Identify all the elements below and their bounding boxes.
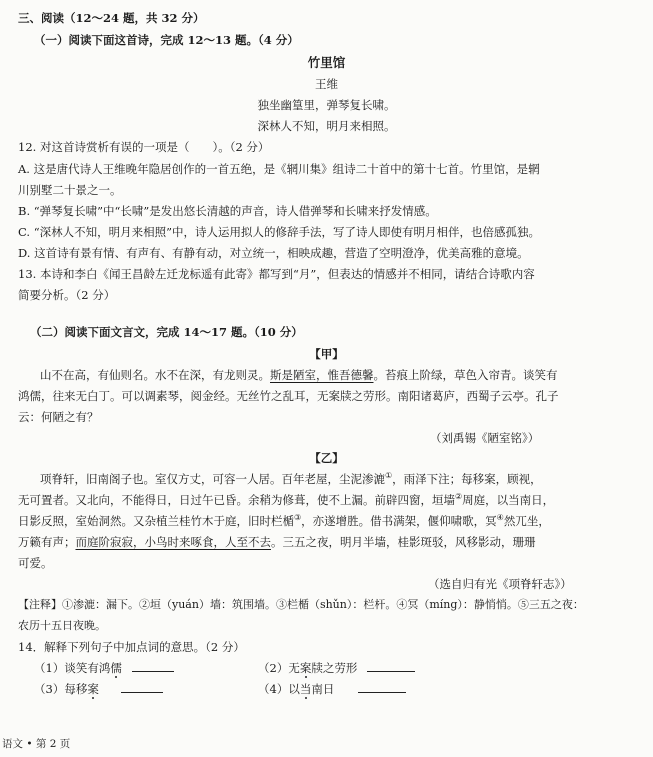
item-text: （3）每移 (34, 682, 88, 696)
option-d: D. 这首诗有景有情、有声有、有静有动，对立统一，相映成趣，营造了空明澄净，优美高雅的意境。 (18, 246, 529, 260)
passage-yi-line (18, 513, 550, 529)
passage-text: 周庭，以当南日， (462, 493, 555, 507)
note-marker: ③ (294, 513, 302, 523)
option-a: A. 这是唐代诗人王维晚年隐居创作的一首五绝，是《辋川集》组诗二十首中的第十七首。竹里馆，是辋 (18, 162, 540, 176)
passage-jia-line (40, 367, 558, 383)
passage-yi-label: 【乙】 (309, 451, 344, 465)
item-text: （1）谈笑有鸿 (34, 661, 111, 675)
note-marker: ① (385, 471, 393, 481)
passage-text: 山不在高，有仙则名。水不在深，有龙则灵。 (40, 368, 270, 382)
passage-text: 无可置者。又北向，不能得日，日过午已昏。余稍为修葺，使不上漏。前辟四窗，垣墙 (18, 493, 455, 507)
q14-item-4 (258, 681, 406, 697)
item-text: 牍之劳形 (311, 661, 358, 675)
annotation-notes: 【注释】①渗漉：漏下。②垣（yuán）墙：筑围墙。③栏楯（shǔn）：栏杆。④冥（míng）：静悄悄。⑤三五之夜： (18, 598, 584, 611)
passage-text: 然兀坐， (503, 514, 550, 528)
note-marker: ④ (496, 513, 504, 523)
passage-text: 日影反照，室始洞然。又杂植兰桂竹木于庭，旧时栏楯 (18, 514, 294, 528)
passage-yi-line: 可爱。 (18, 556, 53, 570)
passage-text: ，亦遂增胜。借书满架，偃仰啸歌，冥 (301, 514, 497, 528)
poem-author: 王维 (315, 77, 338, 91)
item-text: 南日 (311, 682, 335, 696)
question-13-cont: 简要分析。（2 分） (18, 288, 116, 302)
question-12: 12. 对这首诗赏析有误的一项是（ ）。（2 分） (18, 140, 270, 154)
passage-yi-line (40, 471, 542, 487)
passage-text: 。三五之夜，明月半墙，桂影斑驳，风移影动，珊珊 (271, 535, 536, 549)
item-text: （2）无 (258, 661, 300, 675)
passage-yi-line (18, 492, 554, 508)
dotted-word: 案 (299, 661, 312, 675)
answer-blank[interactable] (132, 660, 174, 672)
dotted-word: 案 (87, 682, 99, 696)
passage-jia-line: 云：何陋之有？ (18, 410, 99, 424)
answer-blank[interactable] (367, 660, 415, 672)
poem-line: 独坐幽篁里，弹琴复长啸。 (257, 98, 396, 112)
note-marker: ② (455, 492, 463, 502)
passage-text: ，雨泽下注；每移案，顾视， (392, 472, 542, 486)
poem-line: 深林人不知，明月来相照。 (257, 119, 396, 133)
annotation-notes-cont: 农历十五日夜晚。 (18, 619, 106, 632)
question-13: 13. 本诗和李白《闻王昌龄左迁龙标遥有此寄》都写到“月”，但表达的情感并不相同，请结合诗歌内容 (18, 267, 535, 281)
question-14: 14．解释下列句子中加点词的意思。（2 分） (18, 640, 245, 654)
item-text: （4）以 (258, 682, 300, 696)
passage-jia-source: （刘禹锡《陋室铭》） (430, 431, 540, 445)
passage-text: 万籁有声； (18, 535, 76, 549)
part2-heading: （二）阅读下面文言文，完成 14～17 题。（10 分） (30, 325, 303, 339)
q14-item-2 (258, 660, 415, 676)
passage-jia-line: 鸿儒，往来无白丁。可以调素琴，阅金经。无丝竹之乱耳，无案牍之劳形。南阳诸葛庐，西蜀子云亭。孔子 (18, 389, 559, 403)
passage-yi-line (18, 534, 536, 550)
poem-title: 竹里馆 (307, 55, 346, 70)
dotted-word: 当 (299, 682, 312, 696)
section-heading: 三、阅读（12～24 题，共 32 分） (18, 11, 205, 25)
passage-text: 。苔痕上阶绿，草色入帘青。谈笑有 (373, 368, 558, 382)
option-a-cont: 川别墅二十景之一。 (18, 183, 122, 197)
q14-item-1 (34, 660, 174, 676)
answer-blank[interactable] (358, 681, 406, 693)
answer-blank[interactable] (121, 681, 163, 693)
option-c: C. “深林人不知，明月来相照”中，诗人运用拟人的修辞手法，写了诗人即使有明月相伴，也倍感孤独。 (18, 225, 540, 239)
underlined-sentence: 而庭阶寂寂，小鸟时来啄食，人至不去 (75, 535, 271, 549)
passage-text: 项脊轩，旧南阁子也。室仅方丈，可容一人居。百年老屋，尘泥渗漉 (40, 472, 385, 486)
dotted-word: 儒 (110, 661, 122, 675)
passage-jia-label: 【甲】 (309, 347, 344, 361)
option-b: B. “弹琴复长啸”中“长啸”是发出悠长清越的声音，诗人借弹琴和长啸来抒发情感。 (18, 204, 437, 218)
passage-yi-source: （选自归有光《项脊轩志》） (428, 577, 572, 591)
underlined-sentence: 斯是陋室，惟吾德馨 (270, 368, 374, 382)
part1-heading: （一）阅读下面这首诗，完成 12～13 题。（4 分） (34, 33, 299, 47)
page-footer: 语文 • 第 2 页 (2, 738, 71, 750)
q14-item-3 (34, 681, 163, 697)
